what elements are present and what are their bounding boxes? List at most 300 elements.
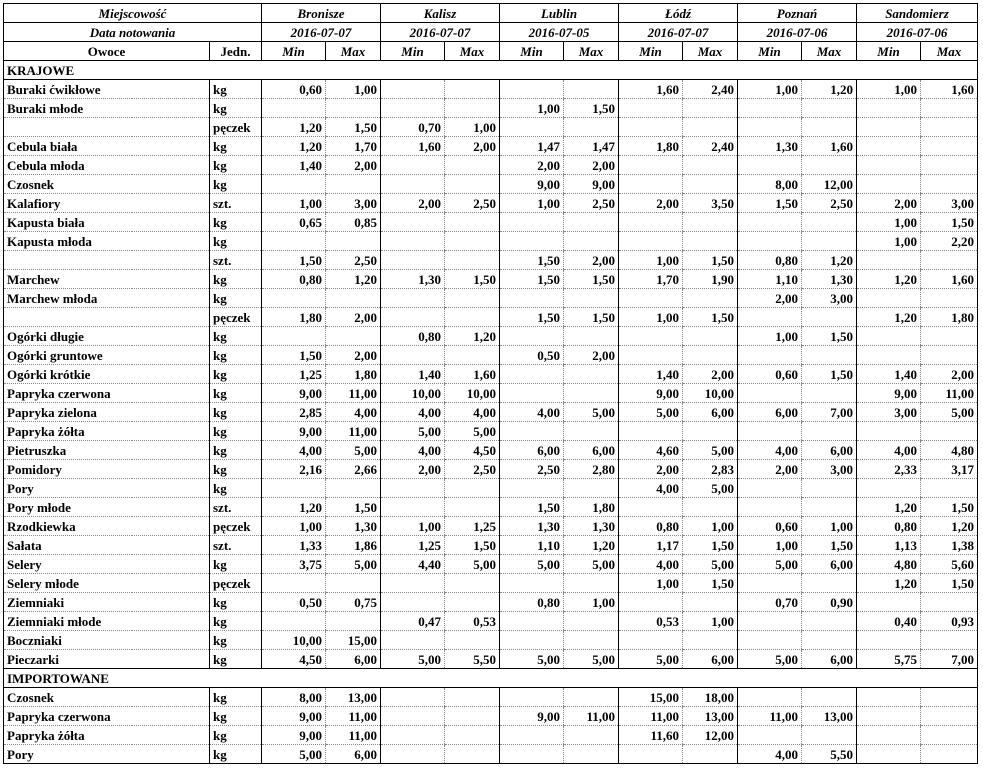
max-price-cell: 1,50	[564, 308, 619, 327]
max-price-cell	[445, 80, 500, 99]
max-price-cell	[564, 631, 619, 650]
min-price-cell	[857, 726, 921, 745]
max-price-cell: 2,00	[326, 346, 381, 365]
max-price-cell	[445, 308, 500, 327]
min-price-cell	[738, 612, 802, 631]
min-price-cell: 1,30	[500, 517, 564, 536]
product-name: Marchew młoda	[4, 289, 210, 308]
max-price-cell: 1,50	[683, 536, 738, 555]
table-row	[4, 707, 978, 726]
min-price-cell: 0,50	[262, 593, 326, 612]
min-price-cell: 1,00	[738, 327, 802, 346]
min-price-cell	[500, 574, 564, 593]
min-price-cell: 1,20	[262, 118, 326, 137]
city-name: Łódź	[619, 4, 738, 23]
max-price-cell	[921, 346, 978, 365]
max-price-cell: 9,00	[564, 175, 619, 194]
max-price-cell: 2,00	[326, 308, 381, 327]
min-price-cell: 9,00	[262, 384, 326, 403]
max-price-cell: 3,00	[802, 289, 857, 308]
max-price-cell	[921, 156, 978, 175]
product-name: Ziemniaki	[4, 593, 210, 612]
min-price-cell	[262, 479, 326, 498]
max-price-cell: 1,00	[564, 593, 619, 612]
max-price-cell	[921, 251, 978, 270]
min-price-cell	[738, 118, 802, 137]
table-row	[4, 175, 978, 194]
min-price-cell: 4,60	[619, 441, 683, 460]
max-price-cell: 6,00	[802, 441, 857, 460]
unit-cell: kg	[210, 403, 262, 422]
min-price-cell	[738, 631, 802, 650]
min-price-cell	[262, 175, 326, 194]
max-label: Max	[445, 42, 500, 61]
min-price-cell: 4,40	[381, 555, 445, 574]
max-price-cell	[921, 422, 978, 441]
min-price-cell	[500, 118, 564, 137]
max-price-cell	[921, 99, 978, 118]
min-price-cell: 1,47	[500, 137, 564, 156]
min-price-cell: 11,60	[619, 726, 683, 745]
min-price-cell	[738, 346, 802, 365]
min-price-cell: 1,25	[262, 365, 326, 384]
min-price-cell	[857, 707, 921, 726]
max-price-cell: 1,25	[445, 517, 500, 536]
min-price-cell: 3,00	[857, 403, 921, 422]
min-price-cell: 1,00	[857, 232, 921, 251]
min-price-cell: 5,00	[262, 745, 326, 764]
min-price-cell: 1,70	[619, 270, 683, 289]
max-price-cell: 1,50	[445, 270, 500, 289]
max-price-cell	[564, 745, 619, 764]
min-price-cell	[500, 631, 564, 650]
min-price-cell	[381, 726, 445, 745]
max-price-cell	[445, 498, 500, 517]
max-price-cell: 5,00	[683, 555, 738, 574]
max-price-cell: 1,50	[921, 498, 978, 517]
city-name: Poznań	[738, 4, 857, 23]
max-price-cell: 1,20	[802, 251, 857, 270]
city-date: 2016-07-07	[619, 23, 738, 42]
min-price-cell	[500, 745, 564, 764]
min-price-cell	[857, 688, 921, 707]
table-row	[4, 422, 978, 441]
max-price-cell	[802, 308, 857, 327]
product-name: Papryka żółta	[4, 422, 210, 441]
max-price-cell: 1,80	[326, 365, 381, 384]
product-name: Sałata	[4, 536, 210, 555]
max-price-cell	[564, 384, 619, 403]
max-price-cell	[683, 346, 738, 365]
min-price-cell: 11,00	[738, 707, 802, 726]
min-price-cell: 0,80	[262, 270, 326, 289]
max-price-cell: 2,66	[326, 460, 381, 479]
max-price-cell	[564, 289, 619, 308]
max-price-cell: 1,20	[445, 327, 500, 346]
max-price-cell	[802, 232, 857, 251]
min-price-cell	[619, 156, 683, 175]
table-body	[4, 61, 978, 764]
max-price-cell	[445, 289, 500, 308]
max-price-cell	[445, 574, 500, 593]
min-label: Min	[500, 42, 564, 61]
min-price-cell: 1,80	[262, 308, 326, 327]
min-price-cell: 9,00	[619, 384, 683, 403]
min-price-cell: 5,00	[738, 650, 802, 669]
max-price-cell	[326, 99, 381, 118]
min-price-cell: 1,00	[738, 80, 802, 99]
max-price-cell	[564, 688, 619, 707]
min-price-cell: 1,80	[619, 137, 683, 156]
max-price-cell: 3,00	[802, 460, 857, 479]
min-price-cell: 1,30	[381, 270, 445, 289]
min-price-cell	[857, 479, 921, 498]
max-price-cell: 6,00	[683, 650, 738, 669]
min-price-cell	[262, 327, 326, 346]
max-price-cell	[564, 80, 619, 99]
unit-cell: szt.	[210, 498, 262, 517]
unit-cell: kg	[210, 99, 262, 118]
min-label: Min	[857, 42, 921, 61]
min-label: Min	[262, 42, 326, 61]
min-price-cell: 0,80	[619, 517, 683, 536]
min-price-cell: 6,00	[738, 403, 802, 422]
max-price-cell: 1,50	[802, 327, 857, 346]
table-row	[4, 460, 978, 479]
min-price-cell: 1,20	[857, 270, 921, 289]
min-price-cell	[619, 289, 683, 308]
min-price-cell	[738, 498, 802, 517]
product-name: Kapusta młoda	[4, 232, 210, 251]
max-price-cell: 1,50	[445, 536, 500, 555]
product-name: Czosnek	[4, 688, 210, 707]
min-price-cell: 0,80	[857, 517, 921, 536]
product-name	[4, 118, 210, 137]
min-price-cell	[262, 612, 326, 631]
min-price-cell: 4,00	[619, 555, 683, 574]
min-price-cell	[500, 327, 564, 346]
unit-cell: kg	[210, 612, 262, 631]
max-price-cell	[802, 574, 857, 593]
max-price-cell	[445, 726, 500, 745]
unit-cell: kg	[210, 479, 262, 498]
min-price-cell	[619, 175, 683, 194]
max-price-cell: 2,00	[921, 365, 978, 384]
min-price-cell	[381, 745, 445, 764]
table-row	[4, 289, 978, 308]
product-name: Kapusta biała	[4, 213, 210, 232]
min-price-cell: 1,10	[500, 536, 564, 555]
min-price-cell: 1,00	[619, 308, 683, 327]
min-price-cell: 1,00	[619, 251, 683, 270]
min-price-cell: 9,00	[857, 384, 921, 403]
unit-cell: kg	[210, 213, 262, 232]
unit-cell: kg	[210, 422, 262, 441]
min-price-cell	[857, 175, 921, 194]
max-price-cell: 5,00	[445, 422, 500, 441]
max-price-cell: 4,00	[326, 403, 381, 422]
unit-cell: kg	[210, 346, 262, 365]
max-price-cell: 12,00	[802, 175, 857, 194]
min-price-cell	[500, 726, 564, 745]
max-price-cell: 1,86	[326, 536, 381, 555]
max-price-cell: 3,17	[921, 460, 978, 479]
max-price-cell	[921, 175, 978, 194]
min-price-cell	[381, 631, 445, 650]
table-row	[4, 479, 978, 498]
max-price-cell: 2,00	[564, 251, 619, 270]
max-price-cell: 5,00	[564, 403, 619, 422]
unit-cell: pęczek	[210, 308, 262, 327]
table-row	[4, 745, 978, 764]
min-price-cell	[857, 631, 921, 650]
min-price-cell: 1,60	[619, 80, 683, 99]
min-price-cell	[500, 213, 564, 232]
max-price-cell	[802, 384, 857, 403]
max-price-cell: 5,00	[921, 403, 978, 422]
max-price-cell	[802, 498, 857, 517]
max-price-cell: 0,85	[326, 213, 381, 232]
min-price-cell: 9,00	[262, 726, 326, 745]
min-price-cell	[381, 99, 445, 118]
product-name: Pietruszka	[4, 441, 210, 460]
min-price-cell	[381, 308, 445, 327]
min-price-cell: 1,20	[857, 498, 921, 517]
max-price-cell: 2,00	[564, 156, 619, 175]
min-price-cell	[262, 289, 326, 308]
min-price-cell	[619, 99, 683, 118]
header-row-location	[4, 4, 978, 23]
min-price-cell	[738, 479, 802, 498]
min-price-cell: 0,60	[738, 517, 802, 536]
max-price-cell: 11,00	[326, 422, 381, 441]
max-price-cell: 0,75	[326, 593, 381, 612]
min-price-cell	[619, 593, 683, 612]
max-price-cell: 3,00	[921, 194, 978, 213]
section-title: KRAJOWE	[4, 61, 978, 80]
min-price-cell	[738, 308, 802, 327]
min-price-cell: 9,00	[500, 175, 564, 194]
max-label: Max	[564, 42, 619, 61]
max-price-cell	[921, 631, 978, 650]
min-price-cell: 2,00	[381, 460, 445, 479]
product-name: Cebula biała	[4, 137, 210, 156]
min-price-cell: 5,75	[857, 650, 921, 669]
min-price-cell: 1,00	[500, 194, 564, 213]
min-price-cell	[381, 289, 445, 308]
unit-cell: kg	[210, 270, 262, 289]
table-row	[4, 441, 978, 460]
max-price-cell: 1,60	[445, 365, 500, 384]
min-price-cell	[381, 346, 445, 365]
min-price-cell: 1,40	[381, 365, 445, 384]
max-price-cell	[326, 612, 381, 631]
max-price-cell: 5,50	[445, 650, 500, 669]
max-price-cell: 1,47	[564, 137, 619, 156]
unit-cell: szt.	[210, 536, 262, 555]
min-price-cell	[857, 118, 921, 137]
min-price-cell: 4,00	[738, 745, 802, 764]
min-price-cell	[500, 422, 564, 441]
product-name: Pomidory	[4, 460, 210, 479]
max-price-cell	[921, 726, 978, 745]
max-price-cell	[683, 422, 738, 441]
unit-cell: kg	[210, 137, 262, 156]
product-name: Ogórki gruntowe	[4, 346, 210, 365]
max-price-cell: 1,50	[564, 99, 619, 118]
min-price-cell: 2,33	[857, 460, 921, 479]
unit-cell: kg	[210, 232, 262, 251]
min-price-cell	[381, 175, 445, 194]
min-price-cell	[619, 213, 683, 232]
table-row	[4, 365, 978, 384]
min-price-cell: 1,50	[738, 194, 802, 213]
min-price-cell: 1,25	[381, 536, 445, 555]
max-price-cell	[445, 688, 500, 707]
max-price-cell	[921, 688, 978, 707]
unit-cell: kg	[210, 384, 262, 403]
min-price-cell	[381, 251, 445, 270]
min-price-cell: 5,00	[738, 555, 802, 574]
min-price-cell	[619, 745, 683, 764]
min-price-cell	[381, 479, 445, 498]
max-price-cell: 1,50	[326, 118, 381, 137]
max-price-cell	[683, 327, 738, 346]
max-price-cell: 2,00	[445, 137, 500, 156]
max-price-cell	[921, 118, 978, 137]
min-price-cell: 8,00	[738, 175, 802, 194]
min-price-cell	[500, 384, 564, 403]
max-price-cell: 2,50	[445, 194, 500, 213]
max-price-cell: 2,20	[921, 232, 978, 251]
min-price-cell: 1,13	[857, 536, 921, 555]
product-name: Rzodkiewka	[4, 517, 210, 536]
max-price-cell: 11,00	[326, 726, 381, 745]
min-price-cell	[381, 156, 445, 175]
min-price-cell: 11,00	[619, 707, 683, 726]
max-price-cell	[802, 118, 857, 137]
max-price-cell	[445, 745, 500, 764]
min-price-cell: 2,16	[262, 460, 326, 479]
table-row	[4, 99, 978, 118]
min-price-cell: 1,40	[262, 156, 326, 175]
min-price-cell: 9,00	[262, 422, 326, 441]
max-price-cell: 11,00	[326, 707, 381, 726]
city-name: Bronisze	[262, 4, 381, 23]
max-price-cell: 15,00	[326, 631, 381, 650]
min-price-cell: 5,00	[619, 650, 683, 669]
max-price-cell	[445, 593, 500, 612]
max-price-cell: 5,00	[683, 441, 738, 460]
table-row	[4, 251, 978, 270]
max-price-cell: 1,00	[683, 612, 738, 631]
max-price-cell	[326, 232, 381, 251]
max-price-cell	[683, 289, 738, 308]
min-price-cell: 4,00	[500, 403, 564, 422]
min-price-cell	[262, 99, 326, 118]
max-price-cell	[445, 213, 500, 232]
min-price-cell	[857, 327, 921, 346]
section-header	[4, 61, 978, 80]
min-price-cell	[738, 726, 802, 745]
max-price-cell: 5,00	[683, 479, 738, 498]
min-price-cell: 1,00	[262, 517, 326, 536]
max-price-cell: 5,00	[326, 555, 381, 574]
min-price-cell	[619, 232, 683, 251]
min-price-cell: 0,50	[500, 346, 564, 365]
min-price-cell: 0,40	[857, 612, 921, 631]
table-row	[4, 593, 978, 612]
min-price-cell: 1,40	[857, 365, 921, 384]
min-price-cell: 2,00	[500, 156, 564, 175]
product-name: Ziemniaki młode	[4, 612, 210, 631]
city-date: 2016-07-06	[738, 23, 857, 42]
min-price-cell: 2,85	[262, 403, 326, 422]
max-price-cell: 0,53	[445, 612, 500, 631]
min-price-cell: 5,00	[500, 650, 564, 669]
max-price-cell	[802, 346, 857, 365]
table-row	[4, 270, 978, 289]
owoce-label: Owoce	[4, 42, 210, 61]
min-price-cell	[500, 289, 564, 308]
min-price-cell	[500, 688, 564, 707]
min-price-cell	[381, 80, 445, 99]
min-price-cell	[381, 688, 445, 707]
unit-cell: kg	[210, 745, 262, 764]
max-price-cell	[326, 175, 381, 194]
max-price-cell: 1,50	[326, 498, 381, 517]
max-price-cell: 11,00	[921, 384, 978, 403]
min-price-cell	[619, 422, 683, 441]
max-price-cell	[802, 726, 857, 745]
city-date: 2016-07-06	[857, 23, 978, 42]
city-date: 2016-07-05	[500, 23, 619, 42]
min-price-cell: 5,00	[500, 555, 564, 574]
min-label: Min	[381, 42, 445, 61]
max-price-cell: 13,00	[326, 688, 381, 707]
max-price-cell: 1,30	[802, 270, 857, 289]
min-price-cell	[857, 251, 921, 270]
min-label: Min	[619, 42, 683, 61]
min-price-cell: 0,70	[738, 593, 802, 612]
product-name: Boczniaki	[4, 631, 210, 650]
product-name: Kalafiory	[4, 194, 210, 213]
min-price-cell	[262, 232, 326, 251]
min-price-cell: 1,33	[262, 536, 326, 555]
min-price-cell	[381, 707, 445, 726]
unit-cell: kg	[210, 650, 262, 669]
table-row	[4, 80, 978, 99]
min-price-cell	[857, 346, 921, 365]
product-name: Papryka żółta	[4, 726, 210, 745]
min-price-cell: 0,65	[262, 213, 326, 232]
table-row	[4, 517, 978, 536]
unit-cell: pęczek	[210, 574, 262, 593]
min-price-cell	[738, 688, 802, 707]
product-name: Buraki ćwikłowe	[4, 80, 210, 99]
min-price-cell: 2,00	[619, 460, 683, 479]
min-price-cell: 1,00	[262, 194, 326, 213]
min-price-cell: 8,00	[262, 688, 326, 707]
min-price-cell	[857, 422, 921, 441]
min-price-cell	[738, 422, 802, 441]
max-price-cell: 1,50	[683, 251, 738, 270]
max-price-cell: 6,00	[802, 650, 857, 669]
max-price-cell	[921, 707, 978, 726]
max-price-cell	[802, 422, 857, 441]
product-name: Papryka zielona	[4, 403, 210, 422]
min-price-cell: 1,00	[738, 536, 802, 555]
